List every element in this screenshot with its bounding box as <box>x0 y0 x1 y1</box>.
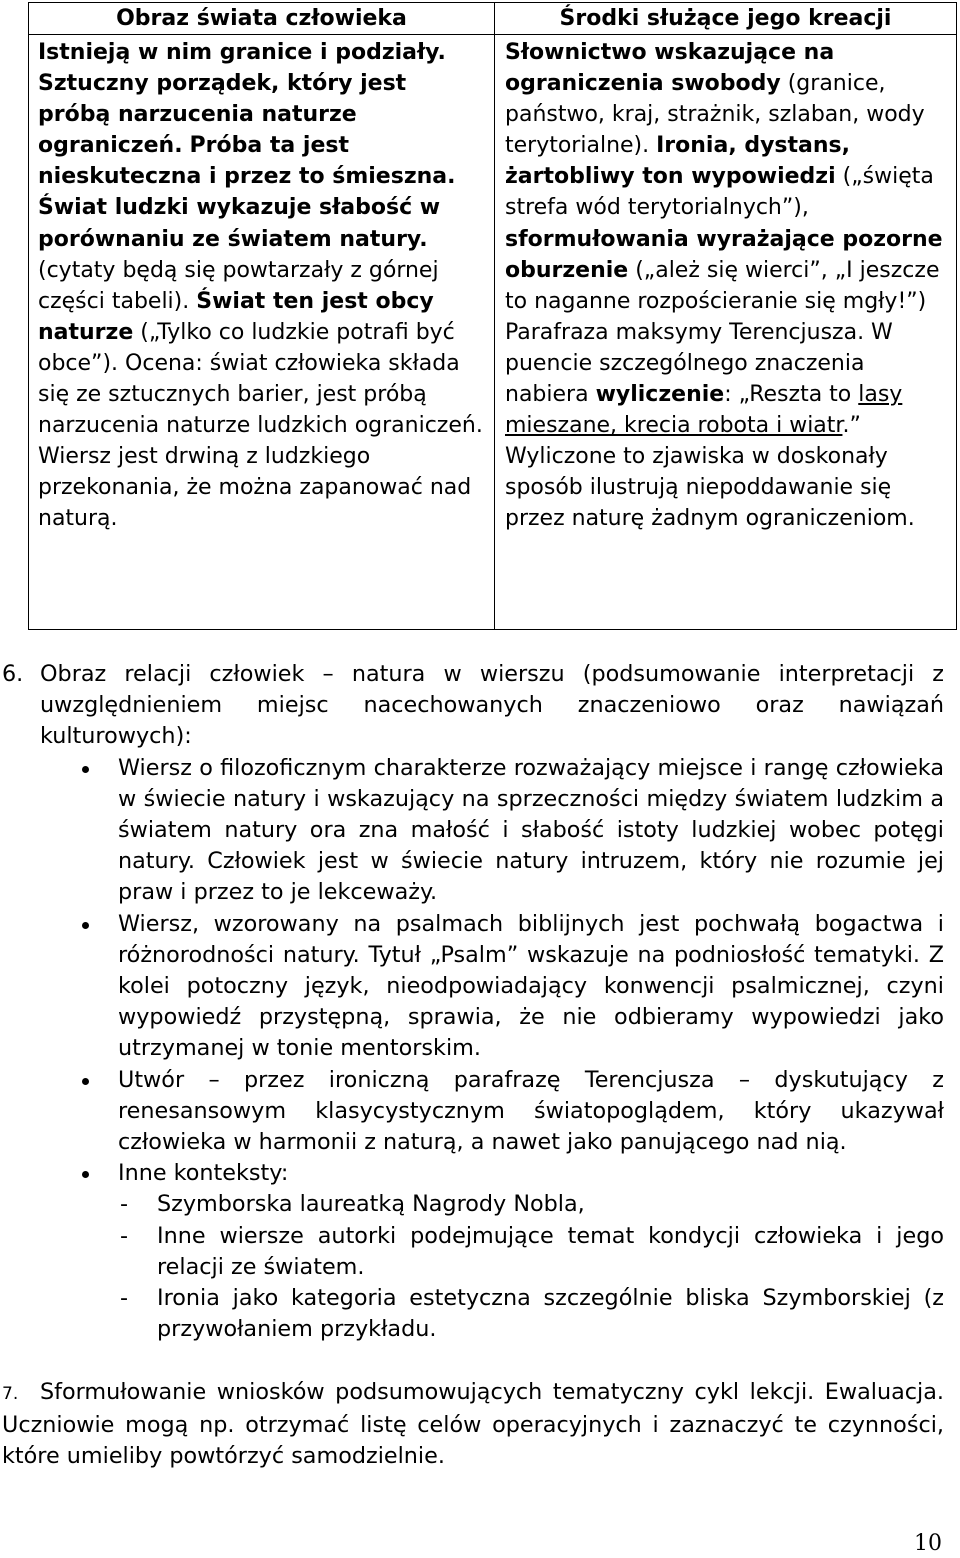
sub-item-text: Inne wiersze autorki podejmujące temat kondycji człowieka i jego relacji ze światem. <box>157 1222 944 1280</box>
right-bold-1: Słownictwo wskazujące na ograniczenia swobody <box>505 40 835 97</box>
bullet-text: Inne konteksty: <box>118 1160 289 1187</box>
right-bold-3: sformułowania wyrażające pozorne oburzenie <box>505 226 943 283</box>
right-text-1: (granice, państwo, kraj, strażnik, szlaban, wody terytorialne). <box>505 71 925 159</box>
sub-list-item <box>118 1221 944 1283</box>
list-item <box>40 909 944 1065</box>
dash-marker: - <box>120 1222 129 1249</box>
list-item <box>40 1158 944 1345</box>
section-7 <box>2 1377 944 1473</box>
left-bold-1: Istnieją w nim granice i podziały. Sztuczny porządek, który jest próbą narzucenia naturze ograniczeń. <box>38 40 446 159</box>
dash-marker: - <box>120 1285 129 1312</box>
dash-marker: - <box>120 1191 129 1218</box>
bullet-icon <box>82 922 89 929</box>
left-cell-text <box>29 35 494 535</box>
table-header-right: Środki służące jego kreacji <box>495 3 957 35</box>
bullet-icon <box>82 1171 89 1178</box>
sub-list-item <box>118 1189 944 1220</box>
right-text-2: („święta strefa wód terytorialnych”), <box>505 164 934 221</box>
bullet-text: Utwór – przez ironiczną parafrazę Terencjusza – dyskutujący z renesansowym klasycystycznym światopoglądem, który ukazywał człowieka w harmonii z naturą, a nawet jako panującego nad nią. <box>118 1066 944 1156</box>
left-text-2: („Tylko co ludzkie potrafi być obce”). <box>38 319 455 376</box>
right-bold-2: Ironia, dystans, żartobliwy ton wypowiedzi <box>505 133 850 190</box>
context-sub-list <box>118 1189 944 1345</box>
right-underlined: lasy mieszane, krecia robota i wiatr <box>505 382 903 439</box>
comparison-table <box>28 2 957 630</box>
table-header-row <box>29 3 957 35</box>
list-item <box>40 1065 944 1159</box>
table-row <box>29 35 957 630</box>
page-number: 10 <box>914 1531 942 1556</box>
section-7-text: Sformułowanie wniosków podsumowujących tematyczny cykl lekcji. Ewaluacja. Uczniowie mogą np. otrzymać listę celów operacyjnych i zaznaczyć te czynności, które umieliby powtórzyć samodzielnie. <box>2 1379 944 1470</box>
list-item <box>40 753 944 909</box>
section-6-heading: Obraz relacji człowiek – natura w wierszu (podsumowanie interpretacji z uwzględnieniem miejsc nacechowanych znaczeniowo oraz nawiązań kulturowych): <box>40 661 944 750</box>
table-cell-left <box>29 35 495 630</box>
section-7-number: 7. <box>2 1384 19 1404</box>
left-text-3: Ocena: świat człowieka składa się ze sztucznych barier, jest próbą narzucenia naturze ludzkich ograniczeń. Wiersz jest drwiną z ludzkiego przekonania, że można zapanować nad naturą. <box>38 350 483 532</box>
right-cell-text <box>495 35 956 535</box>
section-6 <box>2 659 944 1345</box>
right-text-3: („ależ się wierci”, „I jeszcze to naganne rozpościeranie się mgły!”) Parafraza maksymy Terencjusza. W puencie szczególnego znaczenia nabiera <box>505 257 940 408</box>
sub-item-text: Ironia jako kategoria estetyczna szczególnie bliska Szymborskiej (z przywołaniem przykładu. <box>157 1285 944 1343</box>
right-text-4: : „Reszta to <box>724 382 859 408</box>
section-6-number: 6. <box>2 661 24 687</box>
left-text-1: (cytaty będą się powtarzały z górnej części tabeli). <box>38 257 439 314</box>
bullet-text: Wiersz o filozoficznym charakterze rozważający miejsce i rangę człowieka w świecie natury i wskazujący na sprzeczności między światem ludzkim a światem natury ora zna małość i słabość istoty ludzkiej wobec potęgi natury. Człowiek jest w świecie natury intruzem, który nie rozumie jej praw i przez to je lekceważy. <box>118 754 944 906</box>
left-bold-3: Świat ludzki wykazuje słabość w porównaniu ze światem natury. <box>38 195 441 252</box>
left-bold-2: Próba ta jest nieskuteczna i przez to śmieszna. <box>38 133 456 190</box>
table-cell-right <box>495 35 957 630</box>
right-bold-4: wyliczenie <box>595 382 725 408</box>
section-6-bullet-list <box>40 753 944 1346</box>
sub-item-text: Szymborska laureatką Nagrody Nobla, <box>157 1191 585 1218</box>
left-bold-4: Świat ten jest obcy naturze <box>38 288 434 345</box>
bullet-icon <box>82 1078 89 1085</box>
sub-list-item <box>118 1283 944 1345</box>
table-header-left: Obraz świata człowieka <box>29 3 495 35</box>
bullet-icon <box>82 766 89 773</box>
right-text-5: .” Wyliczone to zjawiska w doskonały sposób ilustrują niepoddawanie się przez naturę żadnym ograniczeniom. <box>505 413 915 532</box>
bullet-text: Wiersz, wzorowany na psalmach biblijnych jest pochwałą bogactwa i różnorodności natury. Tytuł „Psalm” wskazuje na podniosłość tematyki. Z kolei potoczny język, nieodpowiadający konwencji psalmicznej, czyni wypowiedź przystępną, sprawia, że nie odbieramy wypowiedzi jako utrzymanej w tonie mentorskim. <box>118 910 944 1062</box>
